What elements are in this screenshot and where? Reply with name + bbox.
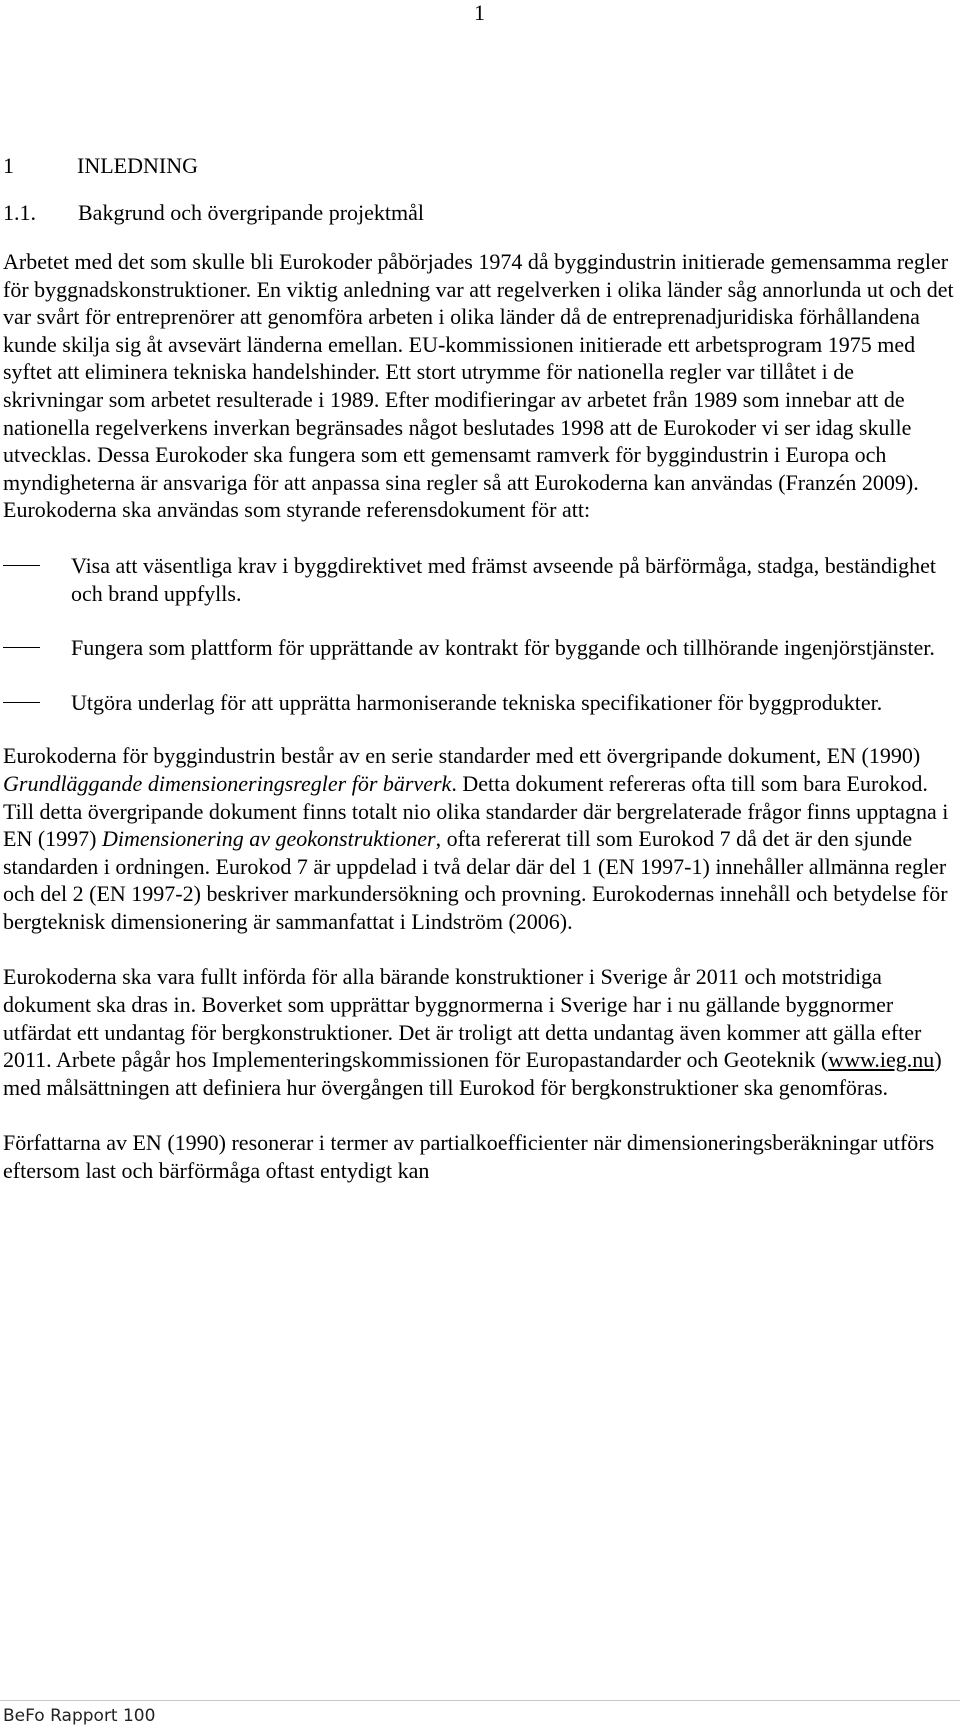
document-body [3,152,958,1213]
list-item [3,552,958,607]
subsection-title: Bakgrund och övergripande projektmål [78,200,424,225]
subsection-number: 1.1. [3,200,36,225]
document-title-en1990: Grundläggande dimensioneringsregler för bärverk [3,770,452,796]
section-title: INLEDNING [77,153,198,178]
paragraph-background: Arbetet med det som skulle bli Eurokoder påbörjades 1974 då byggindustrin initierade gemensamma regler för byggnadskonstruktioner. En viktig anledning var att regelverken i olika länder såg annorlunda ut och det var svårt för entreprenörer att genomföra arbeten i olika länder då de entreprenadjuridiska förhållandena kunde skilja sig åt avsevärt länderna emellan. EU-kommissionen initierade ett arbetsprogram 1975 med syftet att eliminera tekniska handelshinder. Ett stort utrymme för nationella regler var tillåtet i de skrivningar som arbetet resulterade i 1989. Efter modifieringar av arbetet från 1989 som innebar att de nationella regelverkens inverkan begränsades något beslutades 1998 att de Eurokoder vi ser idag skulle utvecklas. Dessa Eurokoder ska fungera som ett gemensamt ramverk för byggindustrin i Europa och myndigheterna är ansvariga för att anpassa sina regler så att Eurokoderna kan användas (Franzén 2009). Eurokoderna ska användas som styrande referensdokument för att: [3,249,954,523]
dash-bullet-icon [3,647,40,648]
list-item [3,634,958,662]
list-item-text: Fungera som plattform för upprättande av kontrakt för byggande och tillhörande ingenjörstjänster. [71,635,935,661]
paragraph-eurocode-structure: Eurokoderna för byggindustrin består av en serie standarder med ett övergripande dokument, EN (1990) Grundläggande dimensioneringsregler för bärverk. Detta dokument refereras ofta till som bara Eurokod. Till detta övergripande dokument finns totalt nio olika standarder där bergrelaterade frågor finns upptagna i EN (1997) Dimensionering av geokonstruktioner, ofta refererat till som Eurokod 7 då det är den sjunde standarden i ordningen. Eurokod 7 är uppdelad i två delar där del 1 (EN 1997-1) innehåller allmänna regler och del 2 (EN 1997-2) beskriver markundersökning och provning. Eurokodernas innehåll och betydelse för bergteknisk dimensionering är sammanfattat i Lindström (2006). [3,743,949,934]
page-number: 1 [474,0,485,25]
dash-bullet-icon [3,702,40,703]
document-title-en1997: Dimensionering av geokonstruktioner [101,826,436,852]
dash-bullet-icon [3,565,40,566]
footer-divider [0,1700,960,1701]
ieg-link[interactable]: www.ieg.nu [828,1047,935,1073]
paragraph-partial-factors: Författarna av EN (1990) resonerar i termer av partialkoefficienter när dimensioneringsberäkningar utförs eftersom last och bärförmåga oftast entydigt kan [3,1130,935,1184]
paragraph-implementation: Eurokoderna ska vara fullt införda för alla bärande konstruktioner i Sverige år 2011 och motstridiga dokument ska dras in. Boverket som upprättar byggnormerna i Sverige har i nu gällande byggnormer utfärdat ett undantag för bergkonstruktioner. Det är troligt att detta undantag även kommer att gälla efter 2011. Arbete pågår hos Implementeringskommissionen för Europastandarder och Geoteknik (www.ieg.nu) med målsättningen att definiera hur övergången till Eurokod för bergkonstruktioner ska genomföras. [3,964,942,1100]
subsection-heading [3,199,958,226]
list-item-text: Visa att väsentliga krav i byggdirektivet med främst avseende på bärförmåga, stadga, beständighet och brand uppfylls. [71,552,936,606]
purpose-list [3,552,958,716]
section-heading [3,152,958,179]
list-item-text: Utgöra underlag för att upprätta harmoniserande tekniska specifikationer för byggprodukter. [71,689,883,715]
footer-report-label: BeFo Rapport 100 [3,1706,156,1726]
list-item [3,689,958,717]
section-number: 1 [3,153,14,178]
